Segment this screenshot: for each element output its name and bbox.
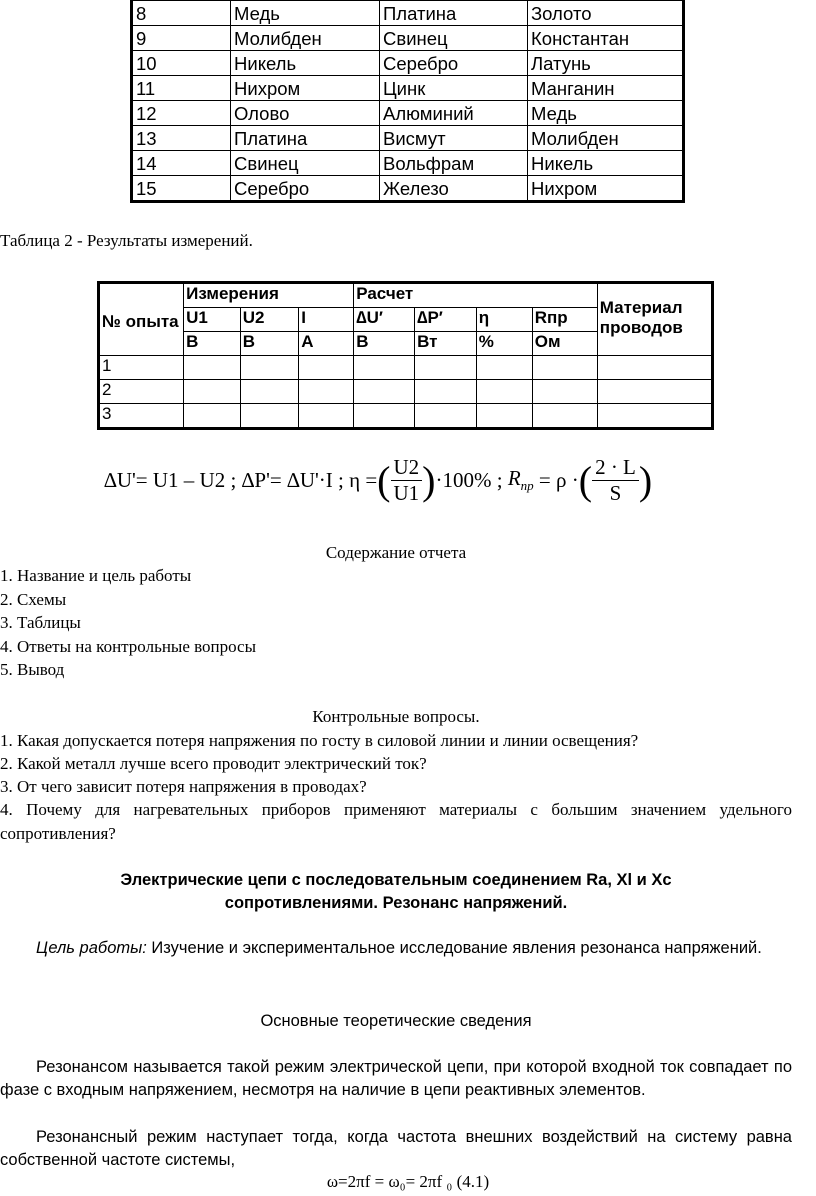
- formula-r-symbol: $R_{пр}$: [507, 465, 534, 494]
- table-row: [99, 380, 713, 404]
- empty-cell[interactable]: [597, 356, 712, 380]
- column-unit: %: [476, 332, 532, 356]
- empty-cell[interactable]: [240, 404, 298, 429]
- empty-cell[interactable]: [299, 356, 354, 380]
- formula-percent: ·100% ;: [435, 467, 503, 492]
- table-cell: 14: [132, 151, 231, 176]
- table-cell: Константан: [528, 26, 684, 51]
- empty-cell[interactable]: [476, 380, 532, 404]
- table-cell: Нихром: [231, 76, 380, 101]
- table-cell: Латунь: [528, 51, 684, 76]
- formula-r-fraction: $\frac{2 \cdot L}{S}$: [592, 455, 639, 506]
- empty-cell[interactable]: [532, 404, 597, 429]
- column-symbol: ∆P′: [415, 308, 477, 332]
- table-cell: Золото: [528, 1, 684, 26]
- empty-cell[interactable]: [354, 404, 415, 429]
- table-cell: Медь: [528, 101, 684, 126]
- para-resonance: Резонансом называется такой режим электрической цепи, при которой входной ток совпадает по фазе с входным напряжением, несмотря на наличие в цепи реактивных элементов.: [0, 1058, 792, 1099]
- table-cell: Никель: [528, 151, 684, 176]
- table-cell: Олово: [231, 101, 380, 126]
- empty-cell[interactable]: [415, 356, 477, 380]
- empty-cell[interactable]: [299, 404, 354, 429]
- table-cell: Серебро: [380, 51, 528, 76]
- column-symbol: ∆U′: [354, 308, 415, 332]
- column-unit: В: [184, 332, 241, 356]
- empty-cell[interactable]: [476, 404, 532, 429]
- table-cell: 9: [132, 26, 231, 51]
- empty-cell[interactable]: [354, 356, 415, 380]
- table-cell: Манганин: [528, 76, 684, 101]
- table-cell: Платина: [380, 1, 528, 26]
- table-row: [132, 101, 684, 126]
- question-1: 1. Какая допускается потеря напряжения по госту в силовой линии и линии освещения?: [0, 731, 639, 750]
- table-cell: Медь: [231, 1, 380, 26]
- table-cell: Нихром: [528, 176, 684, 202]
- table-row: [132, 151, 684, 176]
- empty-cell[interactable]: [597, 404, 712, 429]
- formula-line: ∆U'= U1 – U2 ; ∆P'= ∆U'·I ; η = ( $\frac{U2}{U1}$ ) ·100% ; $R_{пр}$ = ρ · ( $\frac{2 \cdot L}{S}$ ): [104, 454, 653, 505]
- table-row: [132, 176, 684, 202]
- table-row: [132, 76, 684, 101]
- table-cell: Цинк: [380, 76, 528, 101]
- group-calc-header: Расчет: [354, 283, 598, 308]
- goal-paragraph: Цель работы: Изучение и экспериментальное исследование явления резонанса напряжений.: [36, 939, 762, 957]
- table-cell: 12: [132, 101, 231, 126]
- empty-cell[interactable]: [415, 404, 477, 429]
- report-item: 1. Название и цель работы: [0, 566, 192, 585]
- column-symbol: Rпр: [532, 308, 597, 332]
- column-symbol: U1: [184, 308, 241, 332]
- table-row: [132, 1, 684, 26]
- empty-cell[interactable]: [354, 380, 415, 404]
- table-cell: 8: [132, 1, 231, 26]
- table-row: [132, 126, 684, 151]
- empty-cell[interactable]: [532, 380, 597, 404]
- table-cell: 13: [132, 126, 231, 151]
- table-cell: Молибден: [231, 26, 380, 51]
- row-number: 3: [99, 404, 184, 429]
- row-number: 2: [99, 380, 184, 404]
- column-symbol: U2: [240, 308, 298, 332]
- theory-title: Основные теоретические сведения: [260, 1012, 532, 1030]
- col-experiment-header: № опыта: [99, 283, 184, 356]
- measurements-table: [97, 281, 714, 430]
- table-cell: Свинец: [380, 26, 528, 51]
- report-title: Содержание отчета: [325, 543, 467, 562]
- table-cell: Свинец: [231, 151, 380, 176]
- empty-cell[interactable]: [415, 380, 477, 404]
- table-row: [132, 26, 684, 51]
- empty-cell[interactable]: [184, 380, 241, 404]
- empty-cell[interactable]: [184, 356, 241, 380]
- group-measure-header: Измерения: [184, 283, 354, 308]
- table-row: [99, 404, 713, 429]
- column-symbol: η: [476, 308, 532, 332]
- empty-cell[interactable]: [240, 356, 298, 380]
- empty-cell[interactable]: [476, 356, 532, 380]
- empty-cell[interactable]: [240, 380, 298, 404]
- formula-eta: η =: [349, 467, 378, 492]
- formula-delta-u: ∆U'= U1 – U2 ;: [104, 467, 237, 492]
- para-resonance-mode: Резонансный режим наступает тогда, когда частота внешних воздействий на систему равна собственной частоте системы,: [0, 1128, 792, 1169]
- question-2: 2. Какой металл лучше всего проводит электрический ток?: [0, 754, 427, 773]
- equation-4-1: ω=2πf = ω₀= 2πf ₀ (4.1): [326, 1172, 490, 1191]
- table-cell: Железо: [380, 176, 528, 202]
- question-4: 4. Почему для нагревательных приборов применяют материалы с большим значением удельного сопротивления?: [0, 800, 792, 843]
- report-item: 5. Вывод: [0, 660, 65, 679]
- report-item: 2. Схемы: [0, 589, 67, 609]
- report-item: 3. Таблицы: [0, 613, 81, 632]
- table-cell: 10: [132, 51, 231, 76]
- empty-cell[interactable]: [299, 380, 354, 404]
- table-cell: Серебро: [231, 176, 380, 202]
- section-heading: Электрические цепи с последовательным соединением Ra, Xl и Xc сопротивлениями. Резонанс напряжений.: [120, 871, 672, 912]
- empty-cell[interactable]: [597, 380, 712, 404]
- table-cell: Молибден: [528, 126, 684, 151]
- table-cell: 11: [132, 76, 231, 101]
- table-cell: Никель: [231, 51, 380, 76]
- table-cell: 15: [132, 176, 231, 202]
- column-unit: Ом: [532, 332, 597, 356]
- column-unit: В: [240, 332, 298, 356]
- materials-table: [130, 0, 685, 203]
- questions-title: Контрольные вопросы.: [312, 707, 480, 726]
- formula-eta-fraction: $\frac{U2}{U1}$: [391, 455, 423, 506]
- table2-caption: Таблица 2 - Результаты измерений.: [0, 231, 253, 250]
- table-row: [99, 356, 713, 380]
- column-unit: Вт: [415, 332, 477, 356]
- table-cell: Вольфрам: [380, 151, 528, 176]
- column-unit: В: [354, 332, 415, 356]
- report-item: 4. Ответы на контрольные вопросы: [0, 636, 257, 656]
- column-unit: А: [299, 332, 354, 356]
- table-cell: Алюминий: [380, 101, 528, 126]
- row-number: 1: [99, 356, 184, 380]
- table-cell: Платина: [231, 126, 380, 151]
- column-symbol: I: [299, 308, 354, 332]
- report-list: [0, 564, 256, 682]
- formula-delta-p: ∆P'= ∆U'·I ;: [241, 467, 344, 492]
- table-cell: Висмут: [380, 126, 528, 151]
- empty-cell[interactable]: [184, 404, 241, 429]
- question-3: 3. От чего зависит потеря напряжения в проводах?: [0, 777, 367, 796]
- empty-cell[interactable]: [532, 356, 597, 380]
- table-row: [132, 51, 684, 76]
- col-material-header: Материал проводов: [597, 283, 712, 356]
- formula-r-eq: = ρ ·: [538, 467, 579, 492]
